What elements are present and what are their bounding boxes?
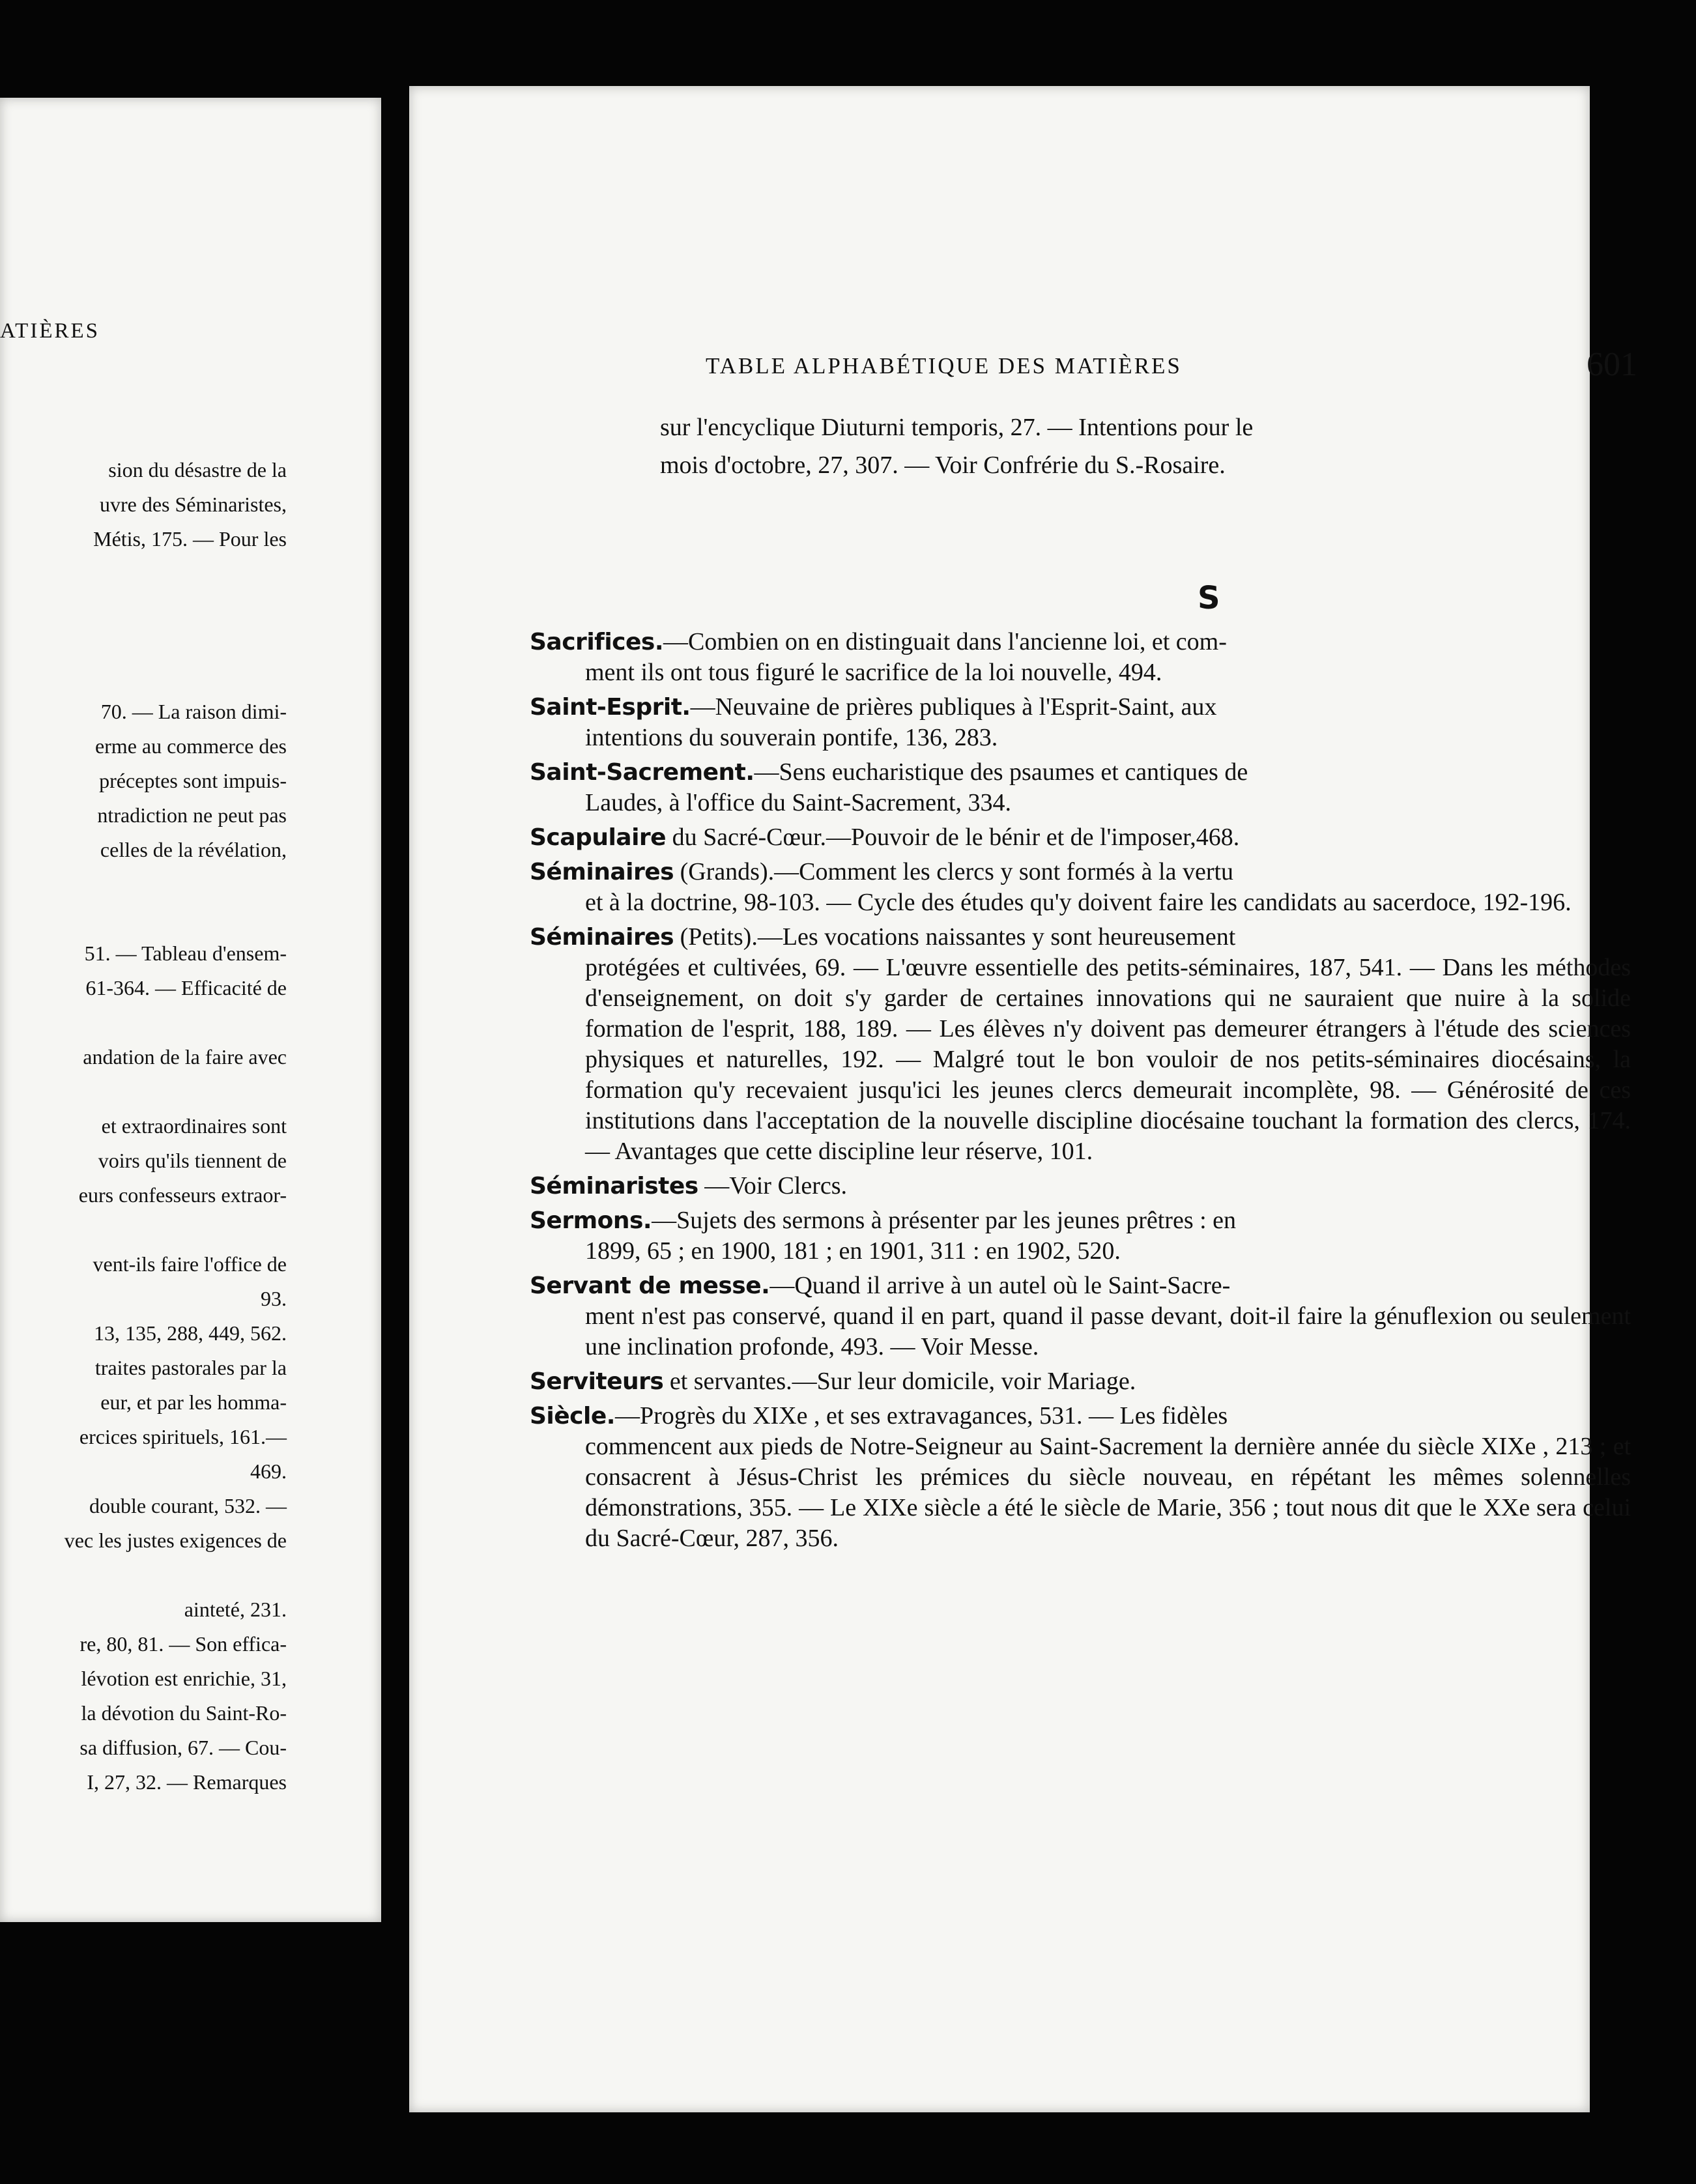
entry-text: et servantes.—Sur leur domicile, voir Mariage. [663, 1368, 1136, 1395]
entry-text: (Grands).—Comment les clercs y sont formés à la vertu [674, 858, 1234, 885]
left-page-line: vent-ils faire l'office de [93, 1252, 287, 1276]
entry-keyword: Siècle. [530, 1403, 615, 1430]
left-page-line: eur, et par les homma- [100, 1390, 287, 1414]
entry-text: —Progrès du XIXe , et ses extravagances, 531. — Les fidèles [614, 1402, 1228, 1430]
index-entries [530, 627, 1631, 1558]
index-entry [530, 627, 1631, 688]
left-page-line: la dévotion du Saint-Ro- [81, 1701, 287, 1725]
entry-continuation: 1899, 65 ; en 1900, 181 ; en 1901, 311 : en 1902, 520. [585, 1237, 1121, 1265]
entry-keyword: Sermons. [530, 1207, 652, 1234]
entry-text: (Petits).—Les vocations naissantes y sont heureusement [674, 923, 1236, 951]
left-page-line: Métis, 175. — Pour les [93, 527, 287, 551]
entry-first-line [530, 1366, 1631, 1397]
left-page-line: celles de la révélation, [100, 838, 287, 861]
entry-continuation: ment ils ont tous figuré le sacrifice de la loi nouvelle, 494. [585, 659, 1162, 686]
left-page-line: re, 80, 81. — Son effica- [79, 1632, 287, 1656]
left-page-line [0, 591, 287, 625]
left-page-line: traites pastorales par la [94, 1356, 287, 1379]
left-page-line: et extraordinaires sont [101, 1114, 287, 1138]
index-entry [530, 1171, 1631, 1201]
entry-keyword: Saint-Sacrement. [530, 759, 755, 786]
entry-first-line [530, 692, 1631, 723]
left-page-line [0, 625, 287, 660]
entry-keyword: Scapulaire [530, 824, 667, 851]
entry-keyword: Servant de messe. [530, 1272, 770, 1299]
left-page-line [0, 902, 287, 936]
entry-text: —Combien on en distinguait dans l'ancienne loi, et com- [663, 628, 1227, 655]
entry-first-line [530, 757, 1631, 788]
entry-text: —Sens eucharistique des psaumes et cantiques de [754, 758, 1248, 786]
left-page-line: I, 27, 32. — Remarques [87, 1770, 287, 1794]
page-number: 601 [1587, 346, 1637, 383]
section-letter: S [1198, 580, 1220, 616]
entry-text: du Sacré-Cœur.—Pouvoir de le bénir et de l'imposer,468. [666, 824, 1240, 851]
left-page-line: 13, 135, 288, 449, 562. [94, 1321, 287, 1345]
right-page [409, 86, 1637, 2112]
left-page [0, 98, 381, 1922]
index-entry [530, 857, 1631, 918]
intro-line: sur l'encyclique Diuturni temporis, 27. — Intentions pour le [660, 414, 1254, 441]
index-entry [530, 1401, 1631, 1554]
continued-entry [660, 409, 1696, 484]
entry-keyword: Serviteurs [530, 1368, 664, 1395]
left-page-line: sa diffusion, 67. — Cou- [79, 1736, 287, 1759]
left-page-line: eurs confesseurs extraor- [78, 1183, 287, 1207]
left-page-line: 469. [250, 1459, 287, 1483]
entry-first-line [530, 1171, 1631, 1201]
index-entry [530, 1205, 1631, 1267]
left-page-line [0, 660, 287, 695]
left-page-line: andation de la faire avec [83, 1045, 287, 1069]
left-page-line: 51. — Tableau d'ensem- [84, 941, 287, 965]
entry-first-line [530, 857, 1631, 887]
left-page-text [0, 453, 287, 1800]
entry-text: —Neuvaine de prières publiques à l'Esprit-Saint, aux [690, 693, 1217, 721]
entry-continuation: protégées et cultivées, 69. — L'œuvre essentielle des petits-séminaires, 187, 541. — Dans les méthodes d'enseignement, on doit s'y garder de certaines innovations qui ne sauraient que nuire à la solide formation de l'esprit, 188, 189. — Les élèves n'y doivent pas demeurer étrangers à l'étude des sciences physiques et naturelles, 192. — Malgré tout le bon vouloir de nos petits-séminaires diocésains, la formation qu'y recevaient jusqu'ici les jeunes clercs demeurait incomplète, 98. — Générosité de ces institutions dans l'acceptation de la nouvelle discipline diocésaine touchant la formation des clercs, 174. — Avantages que cette discipline leur réserve, 101. [585, 954, 1631, 1165]
entry-first-line [530, 1271, 1631, 1301]
left-page-line: préceptes sont impuis- [99, 769, 287, 792]
left-page-line: double courant, 532. — [89, 1494, 287, 1517]
left-page-line [0, 1213, 287, 1247]
index-entry [530, 757, 1631, 818]
left-page-line: sion du désastre de la [108, 458, 287, 481]
left-page-line [0, 1558, 287, 1592]
entry-text: —Sujets des sermons à présenter par les jeunes prêtres : en [652, 1207, 1237, 1234]
left-page-line: voirs qu'ils tiennent de [98, 1149, 287, 1172]
left-page-line [0, 1074, 287, 1109]
entry-first-line [530, 1205, 1631, 1236]
entry-first-line [530, 822, 1631, 853]
left-page-line: 61-364. — Efficacité de [85, 976, 287, 999]
entry-first-line [530, 1401, 1631, 1431]
left-page-line: 93. [261, 1287, 287, 1310]
entry-continuation: commencent aux pieds de Notre-Seigneur au Saint-Sacrement la dernière année du siècle XIXe , 213 ; et consacrent à Jésus-Christ les prémices du siècle nouveau, en répétant les mêmes solennelles démonstrations, 355. — Le XIXe siècle a été le siècle de Marie, 356 ; tout nous dit que le XXe sera celui du Sacré-Cœur, 287, 356. [585, 1433, 1631, 1552]
entry-continuation: Laudes, à l'office du Saint-Sacrement, 334. [585, 789, 1012, 816]
entry-continuation: et à la doctrine, 98-103. — Cycle des études qu'y doivent faire les candidats au sacerdoce, 192-196. [585, 889, 1572, 916]
left-page-line: ainteté, 231. [184, 1598, 287, 1621]
entry-text: —Quand il arrive à un autel où le Saint-Sacre- [769, 1272, 1231, 1299]
entry-keyword: Séminaires [530, 924, 674, 951]
left-page-line: lévotion est enrichie, 31, [81, 1667, 287, 1690]
running-header [706, 346, 1637, 383]
entry-first-line [530, 627, 1631, 657]
left-page-header: ATIÈRES [0, 319, 100, 343]
entry-first-line [530, 922, 1631, 953]
index-entry [530, 1271, 1631, 1362]
left-page-line: ntradiction ne peut pas [97, 803, 287, 827]
entry-keyword: Saint-Esprit. [530, 694, 691, 721]
left-page-line: erme au commerce des [94, 734, 287, 758]
entry-continuation: intentions du souverain pontife, 136, 283. [585, 724, 998, 751]
left-page-line: vec les justes exigences de [64, 1529, 287, 1552]
intro-line: mois d'octobre, 27, 307. — Voir Confrérie du S.-Rosaire. [660, 452, 1226, 479]
left-page-line [0, 1005, 287, 1040]
index-entry [530, 922, 1631, 1167]
entry-keyword: Sacrifices. [530, 629, 664, 655]
running-header-title: TABLE ALPHABÉTIQUE DES MATIÈRES [706, 353, 1182, 379]
left-page-line: 70. — La raison dimi- [100, 700, 287, 723]
index-entry [530, 822, 1631, 853]
entry-continuation: ment n'est pas conservé, quand il en part, quand il passe devant, doit-il faire la génuflexion ou seulement une inclination profonde, 493. — Voir Messe. [585, 1302, 1631, 1360]
left-page-line: ercices spirituels, 161.— [79, 1425, 287, 1448]
left-page-line [0, 556, 287, 591]
left-page-line [0, 867, 287, 902]
entry-text: —Voir Clercs. [698, 1172, 848, 1200]
left-page-line: uvre des Séminaristes, [99, 493, 287, 516]
entry-keyword: Séminaristes [530, 1173, 698, 1200]
index-entry [530, 692, 1631, 753]
entry-keyword: Séminaires [530, 859, 674, 885]
index-entry [530, 1366, 1631, 1397]
